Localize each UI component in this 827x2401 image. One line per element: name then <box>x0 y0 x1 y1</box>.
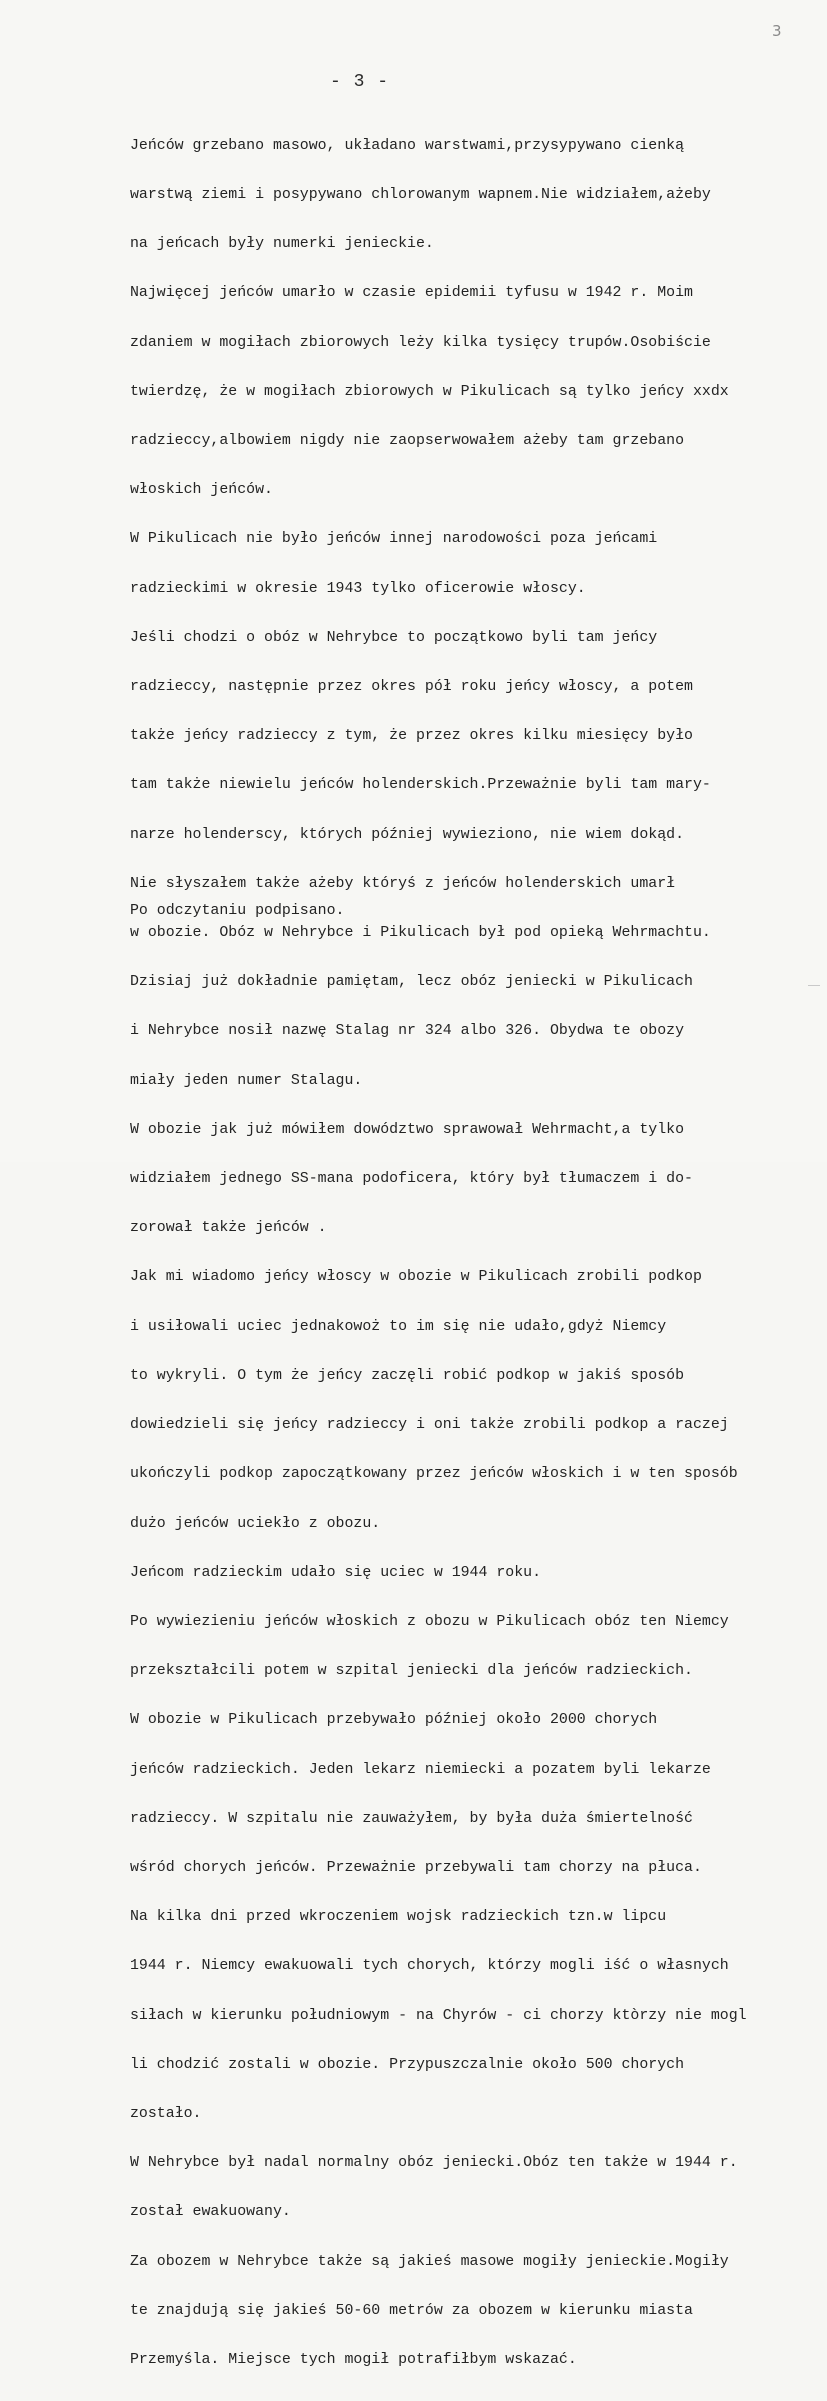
text-line: Za obozem w Nehrybce także są jakieś masowe mogiły jenieckie.Mogiły <box>130 2253 729 2270</box>
text-line: zostało. <box>130 2105 202 2122</box>
text-line: dużo jeńców uciekło z obozu. <box>130 1515 381 1532</box>
scan-mark <box>808 985 820 986</box>
text-line: wśród chorych jeńców. Przeważnie przebywali tam chorzy na płuca. <box>130 1859 702 1876</box>
text-line: także jeńcy radzieccy z tym, że przez okres kilku miesięcy było <box>130 728 693 745</box>
text-line: radzieccy,albowiem nigdy nie zaopserwowałem ażeby tam grzebano <box>130 433 685 450</box>
text-line: włoskich jeńców. <box>130 482 273 499</box>
text-line: li chodzić zostali w obozie. Przypuszczalnie około 500 chorych <box>130 2056 685 2073</box>
text-line: Najwięcej jeńców umarło w czasie epidemii tyfusu w 1942 r. Moim <box>130 285 693 302</box>
text-line: przekształcili potem w szpital jeniecki dla jeńców radzieckich. <box>130 1663 693 1680</box>
text-line: W obozie jak już mówiłem dowództwo sprawował Wehrmacht,a tylko <box>130 1121 685 1138</box>
text-line: miały jeden numer Stalagu. <box>130 1072 363 1089</box>
text-line: Na kilka dni przed wkroczeniem wojsk radzieckich tzn.w lipcu <box>130 1909 667 1926</box>
closing-statement: Po odczytaniu podpisano. <box>130 903 345 919</box>
text-line: Jeńców grzebano masowo, układano warstwami,przysypywano cienką <box>130 137 685 154</box>
text-line: W Pikulicach nie było jeńców innej narodowości poza jeńcami <box>130 531 658 548</box>
text-line: narze holenderscy, których później wywieziono, nie wiem dokąd. <box>130 826 685 843</box>
text-line: jeńców radzieckich. Jeden lekarz niemiecki a pozatem byli lekarze <box>130 1761 711 1778</box>
text-line: Nie słyszałem także ażeby któryś z jeńców holenderskich umarł <box>130 875 676 892</box>
text-line: tam także niewielu jeńców holenderskich.Przeważnie byli tam mary- <box>130 777 711 794</box>
text-line: warstwą ziemi i posypywano chlorowanym wapnem.Nie widziałem,ażeby <box>130 187 711 204</box>
text-line: Przemyśla. Miejsce tych mogił potrafiłbym wskazać. <box>130 2351 577 2368</box>
text-line: radzieckimi w okresie 1943 tylko oficerowie włoscy. <box>130 580 586 597</box>
text-line: w obozie. Obóz w Nehrybce i Pikulicach był pod opieką Wehrmachtu. <box>130 925 711 942</box>
text-line: Jeńcom radzieckim udało się uciec w 1944 roku. <box>130 1564 542 1581</box>
text-line: Jak mi wiadomo jeńcy włoscy w obozie w Pikulicach zrobili podkop <box>130 1269 702 1286</box>
text-line: zdaniem w mogiłach zbiorowych leży kilka tysięcy trupów.Osobiście <box>130 334 711 351</box>
page-header: - 3 - <box>330 72 390 92</box>
text-line: i usiłowali uciec jednakowoż to im się nie udało,gdyż Niemcy <box>130 1318 667 1335</box>
text-line: i Nehrybce nosił nazwę Stalag nr 324 albo 326. Obydwa te obozy <box>130 1023 685 1040</box>
text-line: zorował także jeńców . <box>130 1220 327 1237</box>
text-line: ukończyli podkop zapoczątkowany przez jeńców włoskich i w ten sposób <box>130 1466 738 1483</box>
corner-page-number: 3 <box>772 22 782 40</box>
text-line: Dzisiaj już dokładnie pamiętam, lecz obóz jeniecki w Pikulicach <box>130 974 693 991</box>
text-line: został ewakuowany. <box>130 2204 291 2221</box>
text-line: radzieccy, następnie przez okres pół roku jeńcy włoscy, a potem <box>130 679 693 696</box>
text-line: Po wywiezieniu jeńców włoskich z obozu w Pikulicach obóz ten Niemcy <box>130 1613 729 1630</box>
text-line: te znajdują się jakieś 50-60 metrów za obozem w kierunku miasta <box>130 2302 693 2319</box>
text-line: siłach w kierunku południowym - na Chyrów - ci chorzy ktòrzy nie mogl <box>130 2007 747 2024</box>
text-line: radzieccy. W szpitalu nie zauważyłem, by była duża śmiertelność <box>130 1810 693 1827</box>
text-line: twierdzę, że w mogiłach zbiorowych w Pikulicach są tylko jeńcy xxdx <box>130 383 729 400</box>
text-line: W Nehrybce był nadal normalny obóz jeniecki.Obóz ten także w 1944 r. <box>130 2155 738 2172</box>
text-line: dowiedzieli się jeńcy radzieccy i oni także zrobili podkop a raczej <box>130 1417 729 1434</box>
body-text <box>130 105 827 2401</box>
text-line: na jeńcach były numerki jenieckie. <box>130 236 434 253</box>
text-line: W obozie w Pikulicach przebywało później około 2000 chorych <box>130 1712 658 1729</box>
text-line: 1944 r. Niemcy ewakuowali tych chorych, którzy mogli iść o własnych <box>130 1958 729 1975</box>
text-line: to wykryli. O tym że jeńcy zaczęli robić podkop w jakiś sposób <box>130 1367 685 1384</box>
text-line: Jeśli chodzi o obóz w Nehrybce to początkowo byli tam jeńcy <box>130 629 658 646</box>
text-line: widziałem jednego SS-mana podoficera, który był tłumaczem i do- <box>130 1171 693 1188</box>
